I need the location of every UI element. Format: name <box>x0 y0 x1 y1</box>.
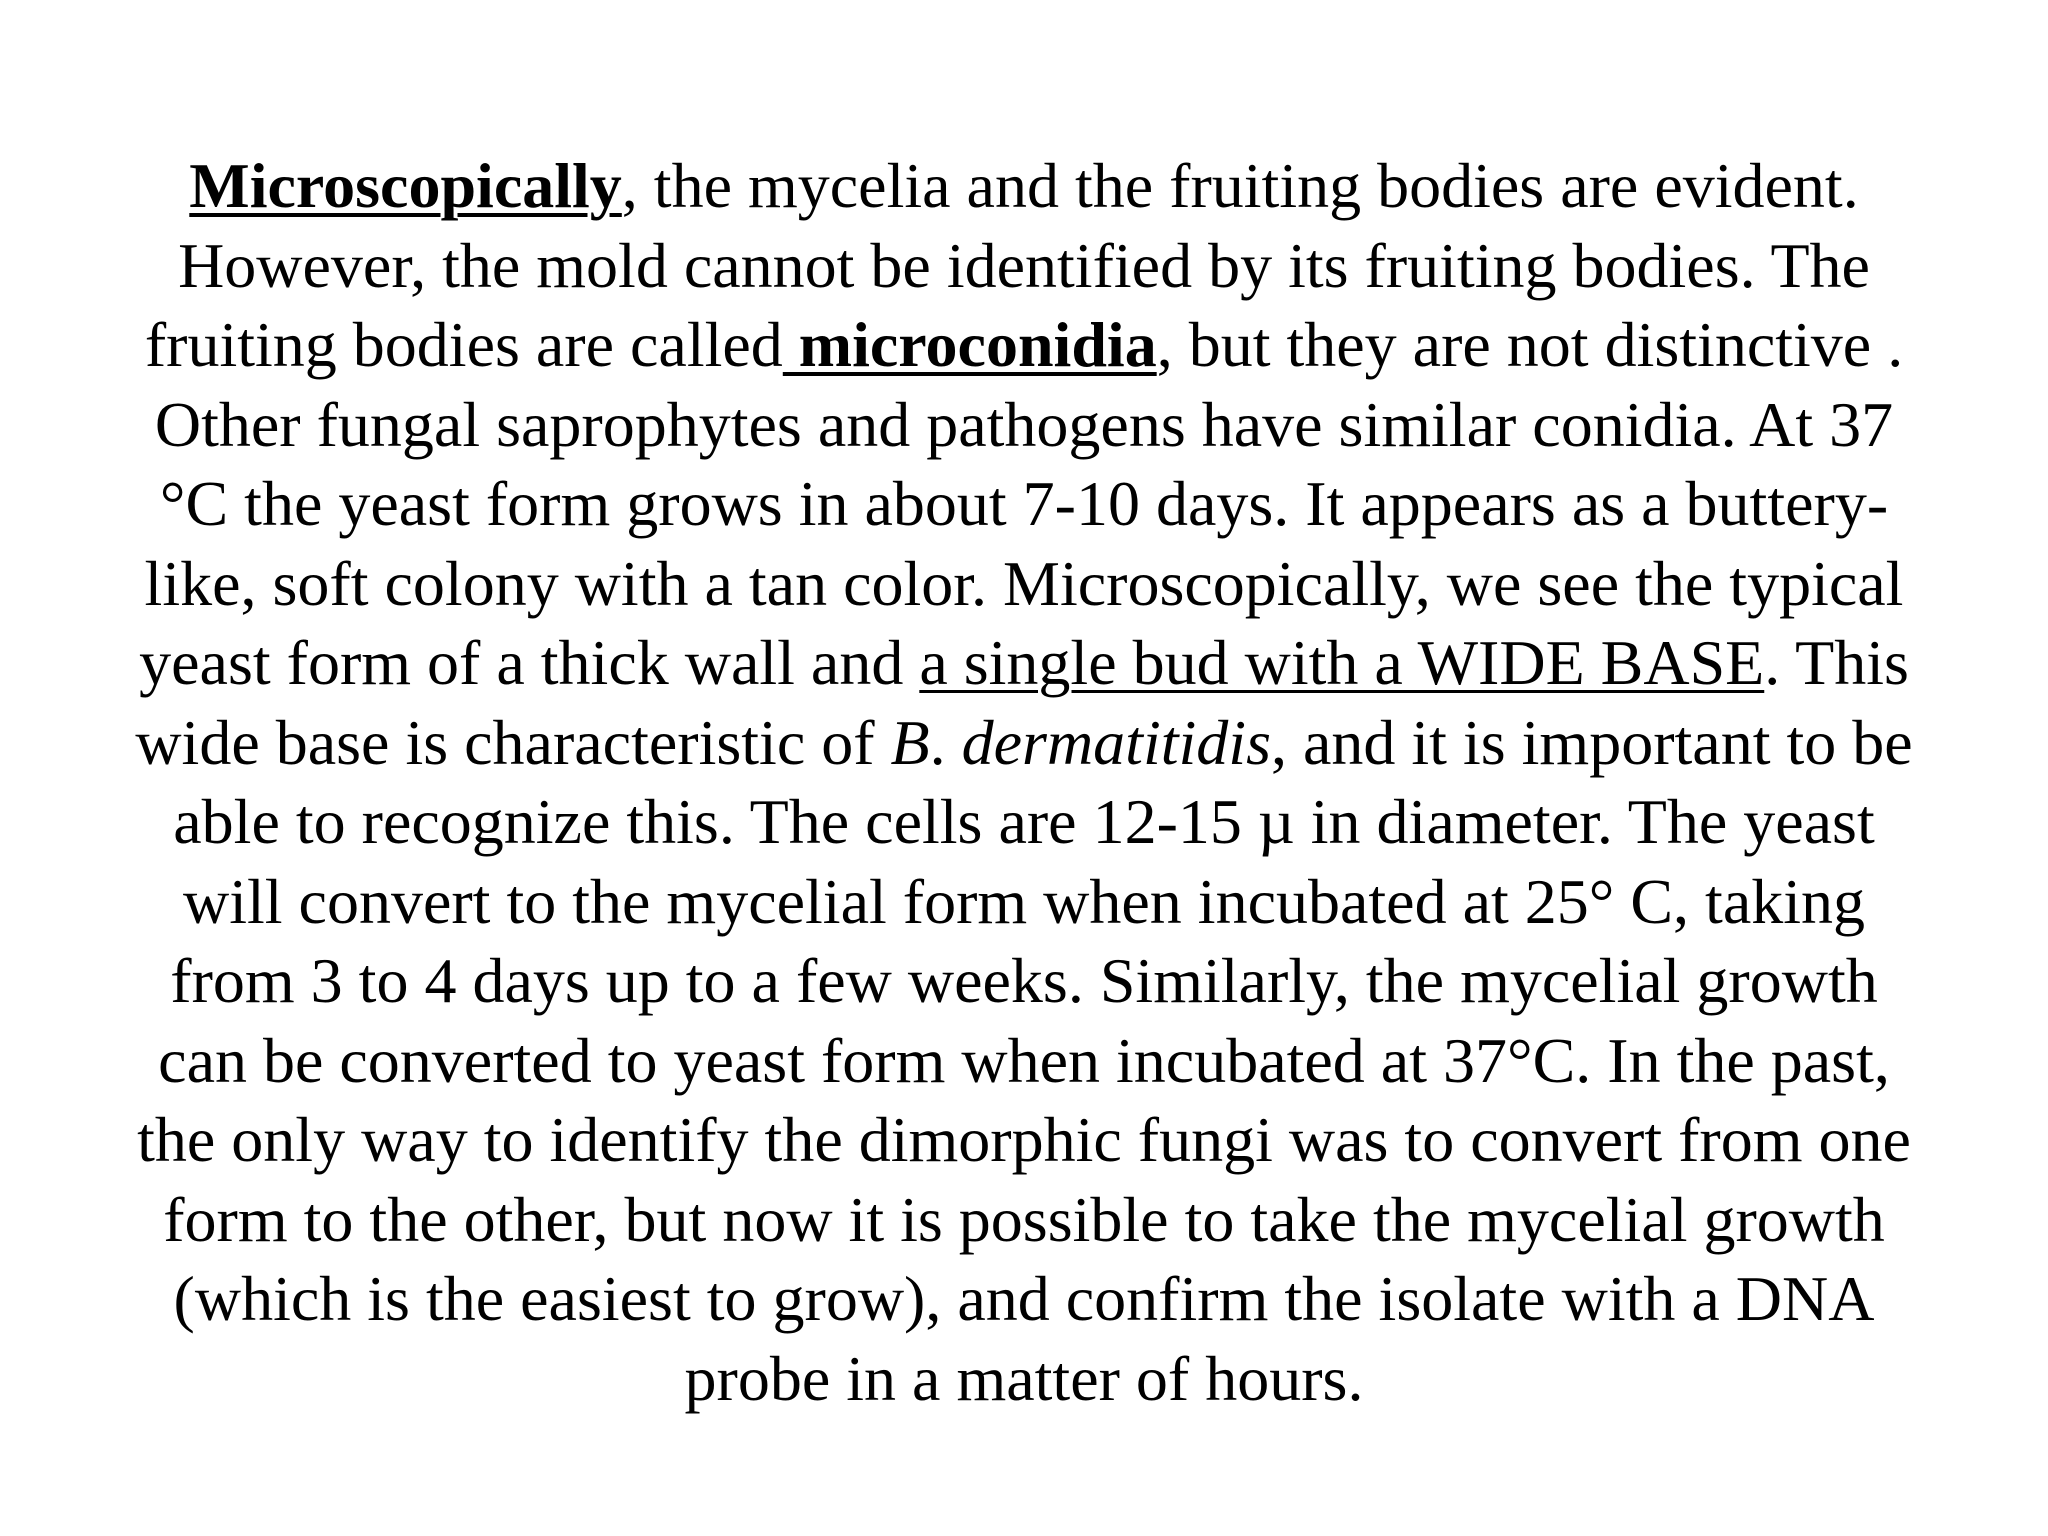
text-line-15: (which is the easiest to grow), and confirm the isolate with a DNA <box>173 1263 1875 1334</box>
wide-base-phrase: a single bud with a WIDE BASE <box>919 627 1765 698</box>
text-line-5: °C the yeast form grows in about 7-10 days. It appears as a buttery- <box>159 468 1889 539</box>
genus-name: B <box>890 706 930 778</box>
text-line-3-rest: , but they are not distinctive . <box>1156 309 1904 380</box>
text-line-9: able to recognize this. The cells are 12-15 µ in diameter. The yeast <box>173 786 1875 857</box>
text-line-3 <box>96 305 1952 385</box>
species-name: dermatitidis <box>961 706 1271 778</box>
text-line-3-pre: fruiting bodies are called <box>144 309 783 380</box>
text-line-1-rest: , the mycelia and the fruiting bodies are evident. <box>621 150 1859 221</box>
text-line-4: Other fungal saprophytes and pathogens have similar conidia. At 37 <box>154 388 1894 460</box>
text-line-7 <box>96 623 1952 703</box>
body-paragraph <box>96 146 1952 1418</box>
text-line-12: can be converted to yeast form when incubated at 37°C. In the past, <box>158 1024 1890 1096</box>
text-line-2: However, the mold cannot be identified by its fruiting bodies. The <box>178 229 1870 301</box>
text-line-10: will convert to the mycelial form when incubated at 25° C, taking <box>182 865 1866 937</box>
term-microscopically: Microscopically <box>189 150 622 221</box>
genus-dot: . <box>929 706 962 778</box>
text-line-14: form to the other, but now it is possible to take the mycelial growth <box>163 1183 1885 1255</box>
text-line-16: probe in a matter of hours. <box>684 1342 1364 1414</box>
text-line-7-rest: . This <box>1764 627 1909 698</box>
text-line-8-pre: wide base is characteristic of <box>135 706 891 778</box>
term-microconidia: microconidia <box>782 309 1157 380</box>
text-line-1 <box>96 146 1952 226</box>
text-line-6: like, soft colony with a tan color. Microscopically, we see the typical <box>144 547 1904 619</box>
text-line-13: the only way to identify the dimorphic fungi was to convert from one <box>137 1104 1911 1175</box>
text-line-8-rest: , and it is important to be <box>1270 706 1913 778</box>
text-line-8 <box>96 703 1952 783</box>
text-line-11: from 3 to 4 days up to a few weeks. Similarly, the mycelial growth <box>170 945 1878 1016</box>
text-line-7-pre: yeast form of a thick wall and <box>139 627 920 698</box>
